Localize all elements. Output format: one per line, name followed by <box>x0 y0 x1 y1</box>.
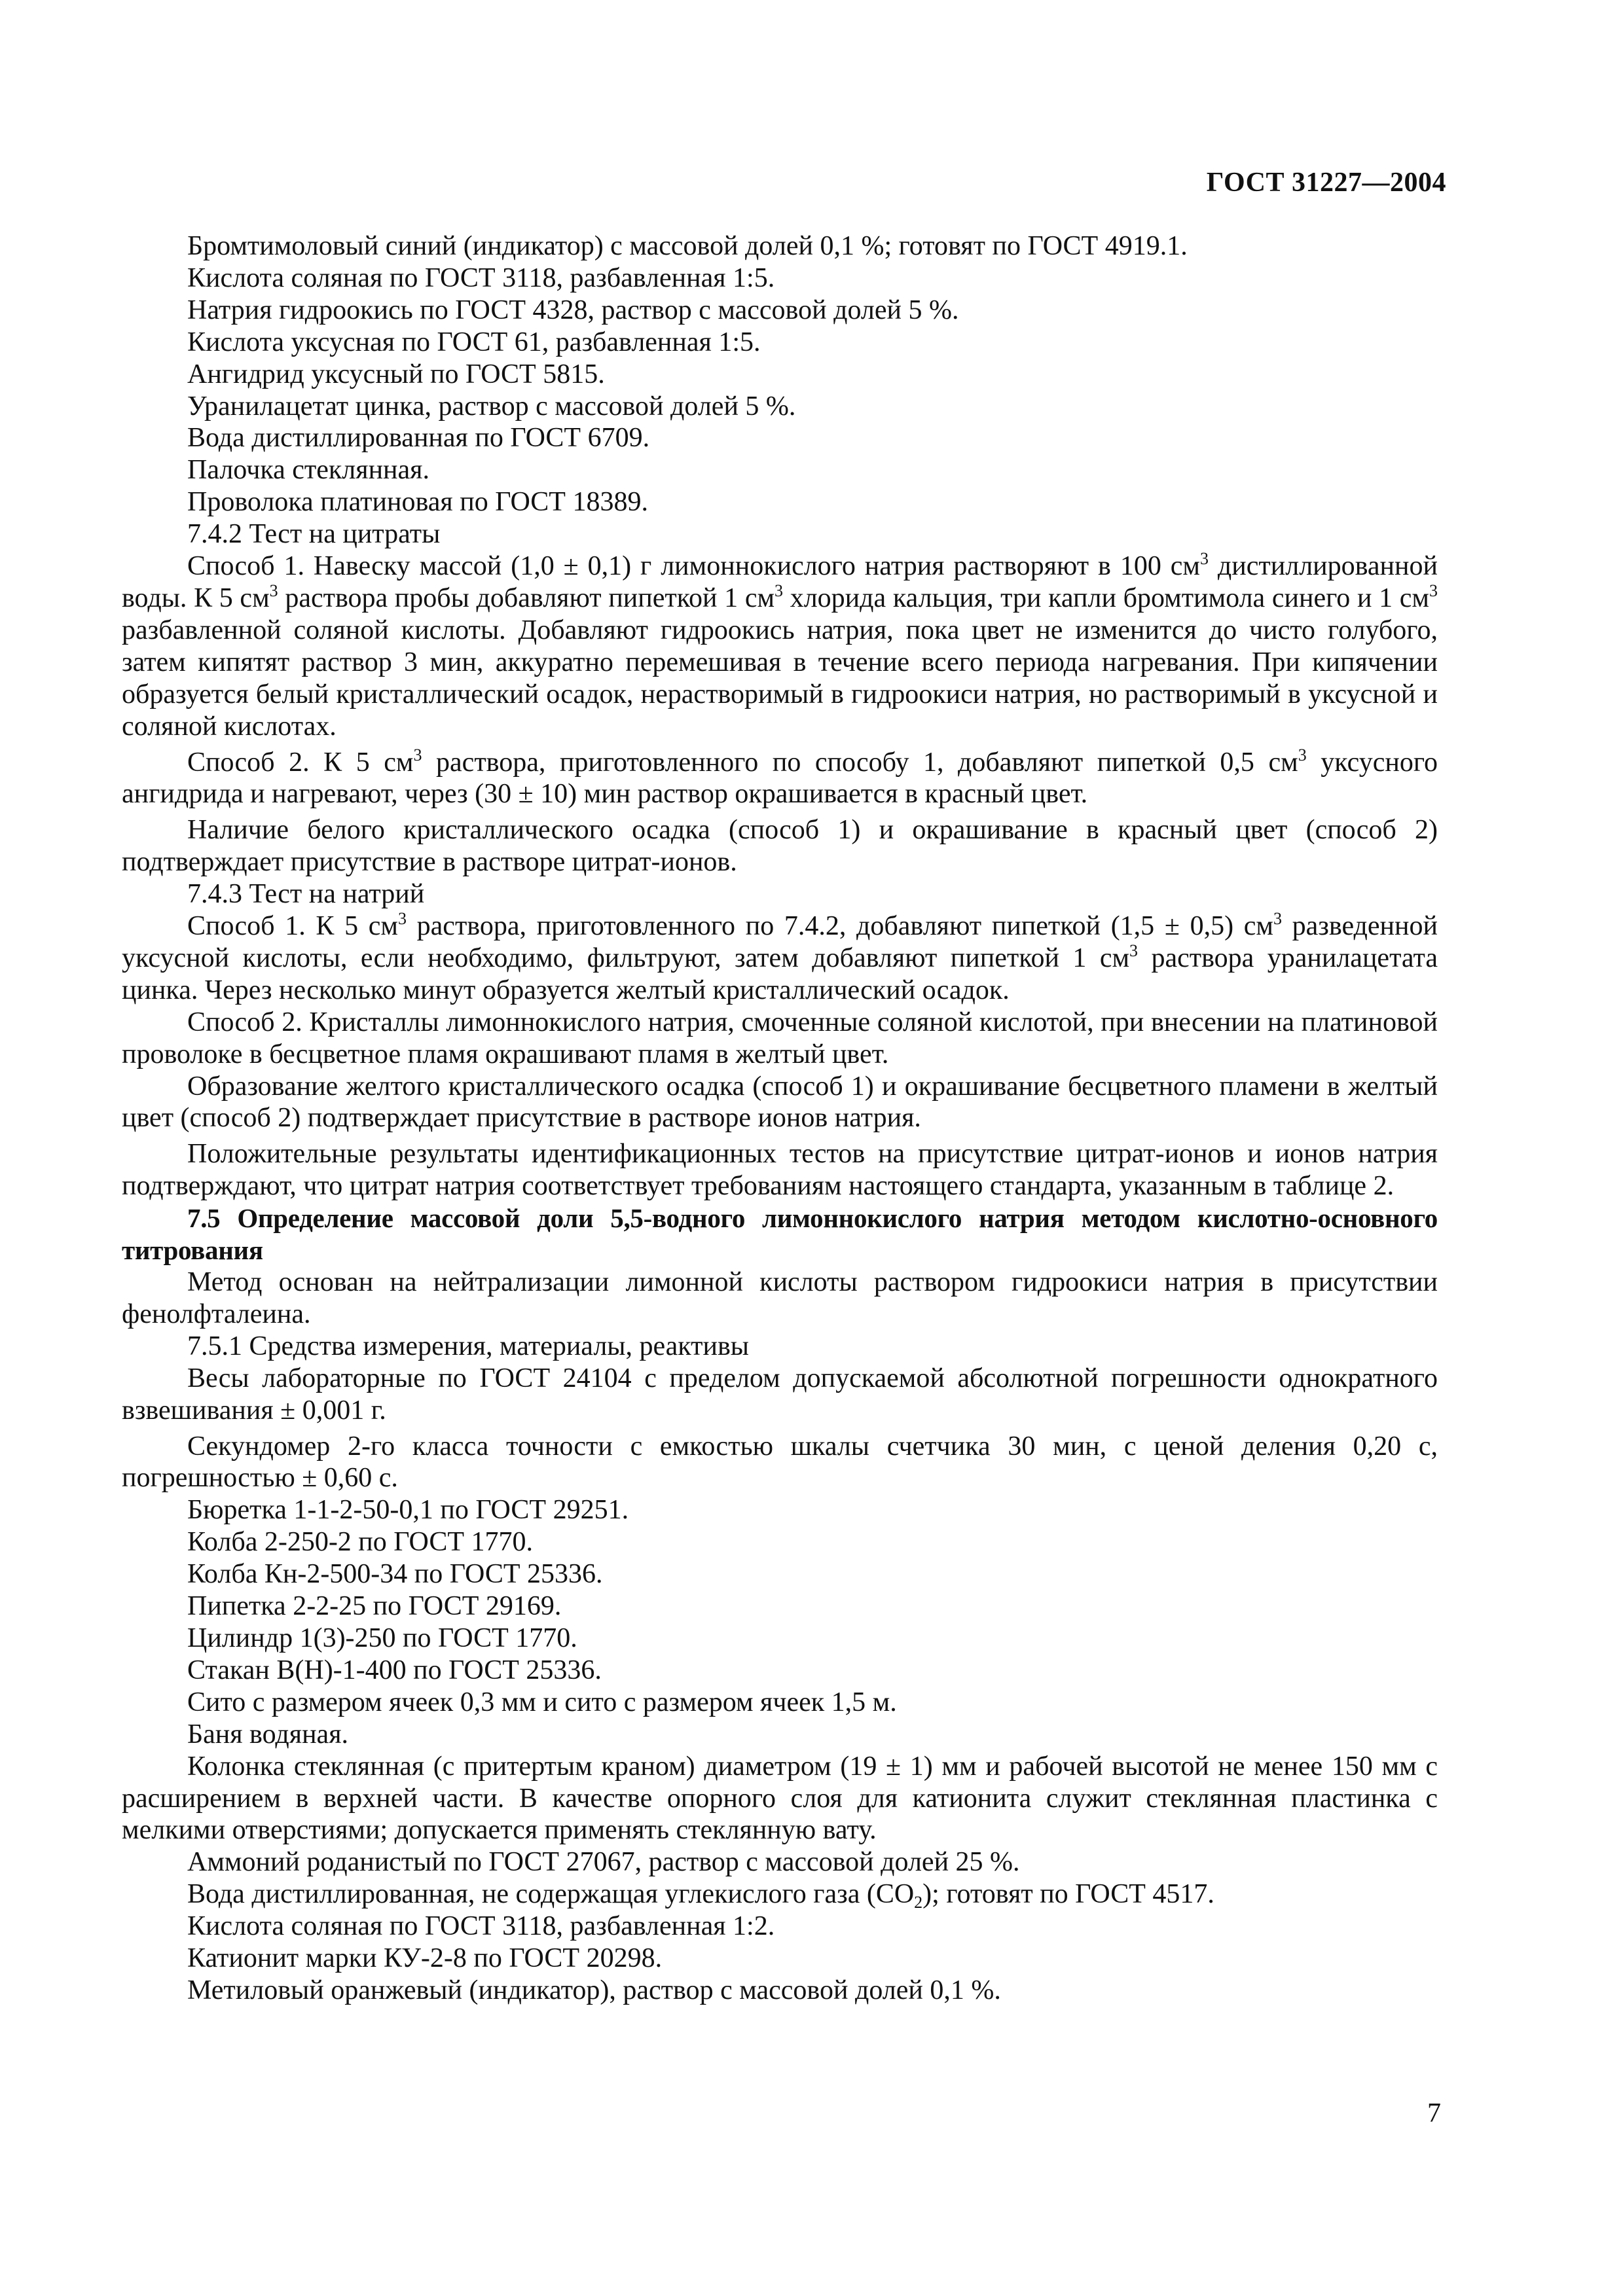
page-number: 7 <box>1427 2098 1441 2128</box>
body-paragraph: Положительные результаты идентификационных тестов на присутствие цитрат-ионов и ионов натрия подтверждают, что цитрат натрия соответствует требованиям настоящего стандарта, указанным в таблице 2. <box>122 1139 1438 1202</box>
body-paragraph: Наличие белого кристаллического осадка (способ 1) и окрашивание в красный цвет (способ 2) подтверждает присутствие в растворе цитрат-ионов. <box>122 815 1438 878</box>
body-paragraph: Колонка стеклянная (с притертым краном) диаметром (19 ± 1) мм и рабочей высотой не менее 150 мм с расширением в верхней части. В качестве опорного слоя для катионита служит стеклянная пластинка с мелкими отверстиями; допускается применять стеклянную вату. <box>122 1751 1438 1846</box>
body-paragraph: Метод основан на нейтрализации лимонной кислоты раствором гидроокиси натрия в присутствии фенолфталеина. <box>122 1267 1438 1329</box>
body-paragraph: Колба Кн-2-500-34 по ГОСТ 25336. <box>187 1559 603 1590</box>
body-paragraph: 7.4.2 Тест на цитраты <box>187 519 441 550</box>
body-paragraph: Баня водяная. <box>187 1719 349 1749</box>
body-paragraph: Способ 1. Навеску массой (1,0 ± 0,1) г лимоннокислого натрия растворяют в 100 $см^3$ дистиллированной воды. К 5 $см^3$ раствора пробы добавляют пипеткой 1 $см^3$ хлорида кальция, три капли бромтимола синего и 1 $см^3$ разбавленной соляной кислоты. Добавляют гидроокись натрия, пока цвет не изменится до чисто голубого, затем кипятят раствор 3 мин, аккуратно перемешивая в течение всего периода нагревания. При кипячении образуется белый кристаллический осадок, нерастворимый в гидроокиси натрия, но растворимый в уксусной и соляной кислотах. <box>122 549 1438 742</box>
body-paragraph: Способ 2. Кристаллы лимоннокислого натрия, смоченные соляной кислотой, при внесении на платиновой проволоке в бесцветное пламя окрашивают пламя в желтый цвет. <box>122 1007 1438 1069</box>
body-paragraph: Пипетка 2-2-25 по ГОСТ 29169. <box>187 1591 562 1622</box>
body-paragraph: Способ 1. К 5 $см^3$ раствора, приготовленного по 7.4.2, добавляют пипеткой (1,5 ± 0,5) $см^3$ разведенной уксусной кислоты, если необходимо, фильтруют, затем добавляют пипеткой 1 $см^3$ раствора уранилацетата цинка. Через несколько минут образуется желтый кристаллический осадок. <box>122 909 1438 1005</box>
body-paragraph: Весы лабораторные по ГОСТ 24104 с пределом допускаемой абсолютной погрешности однократного взвешивания ± 0,001 г. <box>122 1363 1438 1426</box>
body-paragraph: 7.4.3 Тест на натрий <box>187 879 425 910</box>
body-paragraph: Бюретка 1-1-2-50-0,1 по ГОСТ 29251. <box>187 1495 629 1526</box>
body-paragraph: Секундомер 2-го класса точности с емкостью шкалы счетчика 30 мин, с ценой деления 0,20 с, погрешностью ± 0,60 с. <box>122 1431 1438 1494</box>
body-paragraph: Кислота соляная по ГОСТ 3118, разбавленная 1:5. <box>187 262 775 293</box>
body-paragraph: Образование желтого кристаллического осадка (способ 1) и окрашивание бесцветного пламени в желтый цвет (способ 2) подтверждает присутствие в растворе ионов натрия. <box>122 1071 1438 1134</box>
body-paragraph: Способ 2. К 5 $см^3$ раствора, приготовленного по способу 1, добавляют пипеткой 0,5 $см^3$ уксусного ангидрида и нагревают, через (30 ± 10) мин раствор окрашивается в красный цвет. <box>122 745 1438 810</box>
body-paragraph: Колба 2-250-2 по ГОСТ 1770. <box>187 1527 534 1558</box>
body-paragraph: Кислота уксусная по ГОСТ 61, разбавленная 1:5. <box>187 327 761 357</box>
body-paragraph: Кислота соляная по ГОСТ 3118, разбавленная 1:2. <box>187 1911 775 1942</box>
body-paragraph: Сито с размером ячеек 0,3 мм и сито с размером ячеек 1,5 м. <box>187 1687 897 1717</box>
document-body <box>122 230 1438 2007</box>
body-paragraph: Ангидрид уксусный по ГОСТ 5815. <box>187 359 605 389</box>
body-paragraph: Бромтимоловый синий (индикатор) с массовой долей 0,1 %; готовят по ГОСТ 4919.1. <box>187 231 1188 261</box>
section-heading: 7.5 Определение массовой доли 5,5-водного лимоннокислого натрия методом кислотно-основного титрования <box>122 1203 1438 1266</box>
body-paragraph: Проволока платиновая по ГОСТ 18389. <box>187 487 648 518</box>
body-paragraph: Палочка стеклянная. <box>187 455 429 486</box>
body-paragraph: Натрия гидроокись по ГОСТ 4328, раствор с массовой долей 5 %. <box>187 295 959 325</box>
body-paragraph: Аммоний роданистый по ГОСТ 27067, раствор с массовой долей 25 %. <box>187 1847 1020 1878</box>
standard-designation-header: ГОСТ 31227—2004 <box>1206 168 1446 198</box>
body-paragraph: 7.5.1 Средства измерения, материалы, реактивы <box>187 1331 750 1361</box>
body-paragraph: Вода дистиллированная по ГОСТ 6709. <box>187 423 650 454</box>
body-paragraph: Цилиндр 1(3)-250 по ГОСТ 1770. <box>187 1623 577 1653</box>
body-paragraph: Вода дистиллированная, не содержащая углекислого газа $(CO_2)$; готовят по ГОСТ 4517. <box>187 1879 1214 1912</box>
body-paragraph: Уранилацетат цинка, раствор с массовой долей 5 %. <box>187 391 796 422</box>
body-paragraph: Стакан В(Н)-1-400 по ГОСТ 25336. <box>187 1655 602 1685</box>
body-paragraph: Метиловый оранжевый (индикатор), раствор с массовой долей 0,1 %. <box>187 1975 1001 2005</box>
body-paragraph: Катионит марки КУ-2-8 по ГОСТ 20298. <box>187 1943 663 1974</box>
